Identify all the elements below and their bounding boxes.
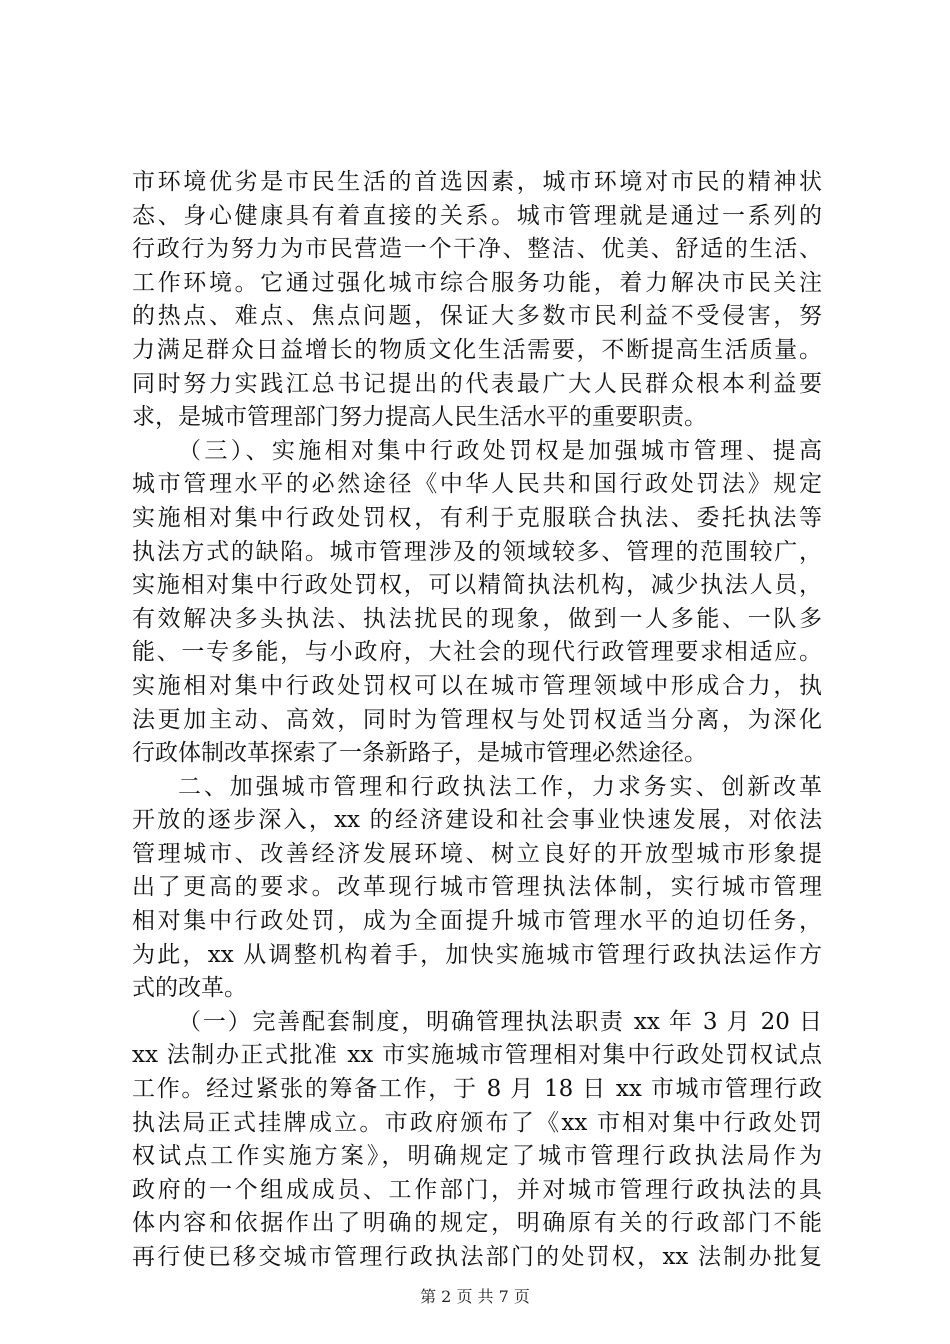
page-footer: 第 2 页 共 7 页 [420,1287,530,1306]
text-line: 权试点工作实施方案》，明确规定了城市管理行政执法局作为 [132,1143,822,1170]
text-line: 行政行为努力为市民营造一个干净、整洁、优美、舒适的生活、 [132,236,822,263]
text-line: 法更加主动、高效，同时为管理权与处罚权适当分离，为深化 [132,706,822,733]
text-line: 二、加强城市管理和行政执法工作，力求务实、创新改革 [178,773,822,800]
text-line: 有效解决多头执法、执法扰民的现象，做到一人多能、一队多 [132,605,822,632]
text-line: 再行使已移交城市管理行政执法部门的处罚权，xx 法制办批复 [132,1244,822,1270]
text-line: 政府的一个组成成员、工作部门，并对城市管理行政执法的具 [132,1176,822,1203]
text-line: xx 法制办正式批准 xx 市实施城市管理相对集中行政处罚权试点 [132,1042,822,1069]
text-line: 的热点、难点、焦点问题，保证大多数市民利益不受侵害，努 [132,303,822,330]
text-line: （一）完善配套制度，明确管理执法职责 xx 年 3 月 20 日 [178,1008,822,1035]
text-line: 出了更高的要求。改革现行城市管理执法体制，实行城市管理 [132,874,822,901]
text-line: 实施相对集中行政处罚权，有利于克服联合执法、委托执法等 [132,504,822,531]
text-line: 同时努力实践江总书记提出的代表最广大人民群众根本利益要 [132,370,822,397]
text-line: 相对集中行政处罚，成为全面提升城市管理水平的迫切任务， [132,908,822,935]
text-line: 能、一专多能，与小政府，大社会的现代行政管理要求相适应。 [132,639,822,666]
text-line: 式的改革。 [132,975,247,1002]
text-line: 力满足群众日益增长的物质文化生活需要，不断提高生活质量。 [132,336,822,363]
text-line: （三）、实施相对集中行政处罚权是加强城市管理、提高 [178,437,822,464]
text-line: 实施相对集中行政处罚权可以在城市管理领域中形成合力，执 [132,672,822,699]
text-line: 执法局正式挂牌成立。市政府颁布了《xx 市相对集中行政处罚 [132,1109,822,1136]
text-line: 工作。经过紧张的筹备工作，于 8 月 18 日 xx 市城市管理行政 [132,1076,822,1103]
text-line: 管理城市、改善经济发展环境、树立良好的开放型城市形象提 [132,840,822,867]
text-line: 实施相对集中行政处罚权，可以精简执法机构，减少执法人员， [132,572,822,599]
text-line: 工作环境。它通过强化城市综合服务功能，着力解决市民关注 [132,269,822,296]
text-line: 行政体制改革探索了一条新路子，是城市管理必然途径。 [132,740,707,767]
text-line: 态、身心健康具有着直接的关系。城市管理就是通过一系列的 [132,202,822,229]
document-body [132,166,822,1275]
text-line: 为此，xx 从调整机构着手，加快实施城市管理行政执法运作方 [132,941,822,968]
text-line: 开放的逐步深入，xx 的经济建设和社会事业快速发展，对依法 [132,807,822,834]
text-line: 执法方式的缺陷。城市管理涉及的领域较多、管理的范围较广， [132,538,822,565]
text-line: 城市管理水平的必然途径《中华人民共和国行政处罚法》规定 [132,471,822,498]
text-line: 市环境优劣是市民生活的首选因素，城市环境对市民的精神状 [132,169,822,195]
text-line: 求，是城市管理部门努力提高人民生活水平的重要职责。 [132,404,707,431]
text-line: 体内容和依据作出了明确的规定，明确原有关的行政部门不能 [132,1210,822,1237]
